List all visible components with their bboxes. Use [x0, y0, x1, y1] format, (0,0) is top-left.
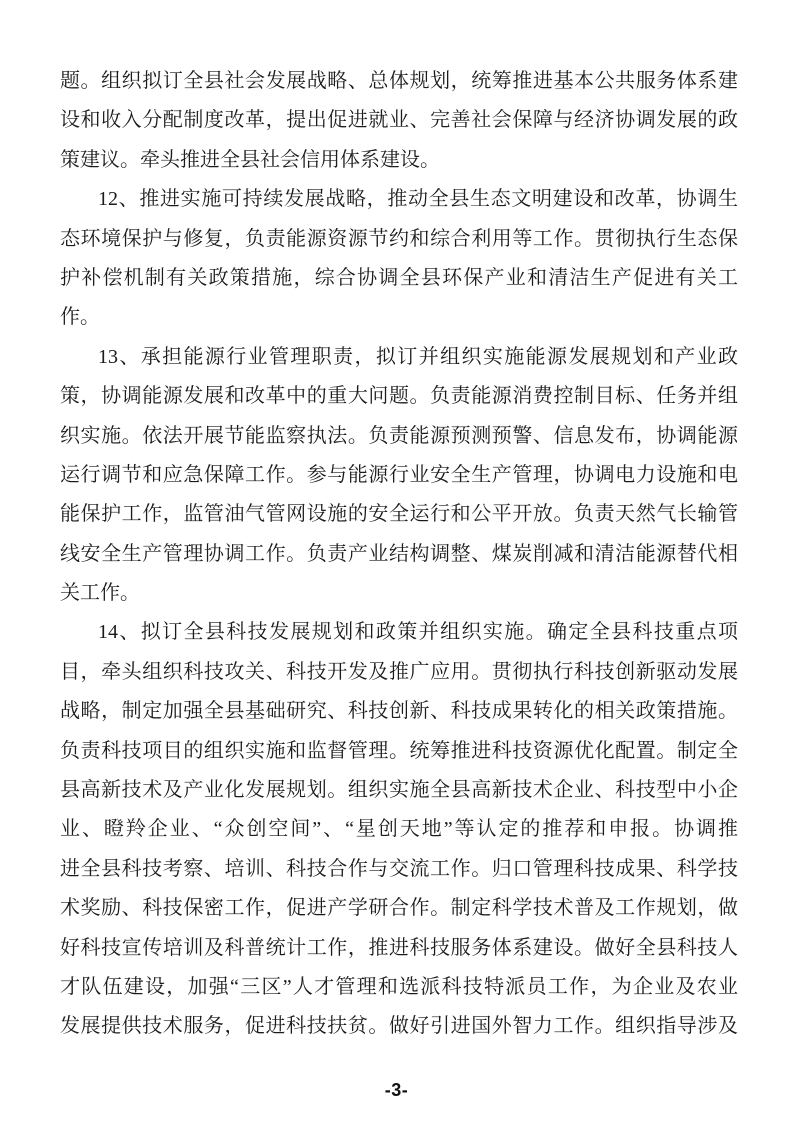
- paragraph-item-14: [60, 613, 738, 1046]
- text-line: 策建议。牵头推进全县社会信用体系建设。: [60, 148, 440, 171]
- text-line: 发展提供技术服务，促进科技扶贫。做好引进国外智力工作。组织指导涉及: [60, 1015, 738, 1038]
- paragraph-item-12: [60, 180, 738, 338]
- text-line: 能保护工作，监管油气管网设施的安全运行和公平开放。负责天然气长输管: [60, 503, 738, 526]
- paragraph-item-13: [60, 338, 738, 614]
- text-line: 业、瞪羚企业、“众创空间”、“星创天地”等认定的推荐和申报。协调推: [60, 818, 738, 841]
- text-line: 关工作。: [60, 582, 140, 605]
- text-line: 13、承担能源行业管理职责，拟订并组织实施能源发展规划和产业政: [98, 345, 738, 368]
- text-line: 态环境保护与修复，负责能源资源节约和综合利用等工作。贯彻执行生态保: [60, 227, 738, 250]
- text-line: 作。: [60, 306, 100, 329]
- text-line: 线安全生产管理协调工作。负责产业结构调整、煤炭削减和清洁能源替代相: [60, 542, 738, 565]
- text-line: 术奖励、科技保密工作，促进产学研合作。制定科学技术普及工作规划，做: [60, 897, 738, 920]
- text-line: 才队伍建设，加强“三区”人才管理和选派科技特派员工作，为企业及农业: [60, 975, 738, 998]
- text-line: 14、拟订全县科技发展规划和政策并组织实施。确定全县科技重点项: [98, 621, 738, 644]
- text-line: 设和收入分配制度改革，提出促进就业、完善社会保障与经济协调发展的政: [60, 109, 738, 132]
- text-line: 护补偿机制有关政策措施，综合协调全县环保产业和清洁生产促进有关工: [60, 266, 738, 289]
- text-line: 目，牵头组织科技攻关、科技开发及推广应用。贯彻执行科技创新驱动发展: [60, 660, 738, 683]
- text-line: 好科技宣传培训及科普统计工作，推进科技服务体系建设。做好全县科技人: [60, 936, 738, 959]
- text-line: 织实施。依法开展节能监察执法。负责能源预测预警、信息发布，协调能源: [60, 424, 738, 447]
- paragraph-continuation: [60, 62, 738, 180]
- text-line: 12、推进实施可持续发展战略，推动全县生态文明建设和改革，协调生: [98, 188, 738, 211]
- text-line: 策，协调能源发展和改革中的重大问题。负责能源消费控制目标、任务并组: [60, 385, 738, 408]
- document-body: [60, 62, 738, 1047]
- page-number: -3-: [384, 1080, 409, 1100]
- text-line: 运行调节和应急保障工作。参与能源行业安全生产管理，协调电力设施和电: [60, 463, 738, 486]
- text-line: 进全县科技考察、培训、科技合作与交流工作。归口管理科技成果、科学技: [60, 857, 738, 880]
- text-line: 题。组织拟订全县社会发展战略、总体规划，统筹推进基本公共服务体系建: [60, 70, 738, 92]
- text-line: 负责科技项目的组织实施和监督管理。统筹推进科技资源优化配置。制定全: [60, 739, 738, 762]
- text-line: 战略，制定加强全县基础研究、科技创新、科技成果转化的相关政策措施。: [60, 700, 738, 723]
- text-line: 县高新技术及产业化发展规划。组织实施全县高新技术企业、科技型中小企: [60, 779, 738, 802]
